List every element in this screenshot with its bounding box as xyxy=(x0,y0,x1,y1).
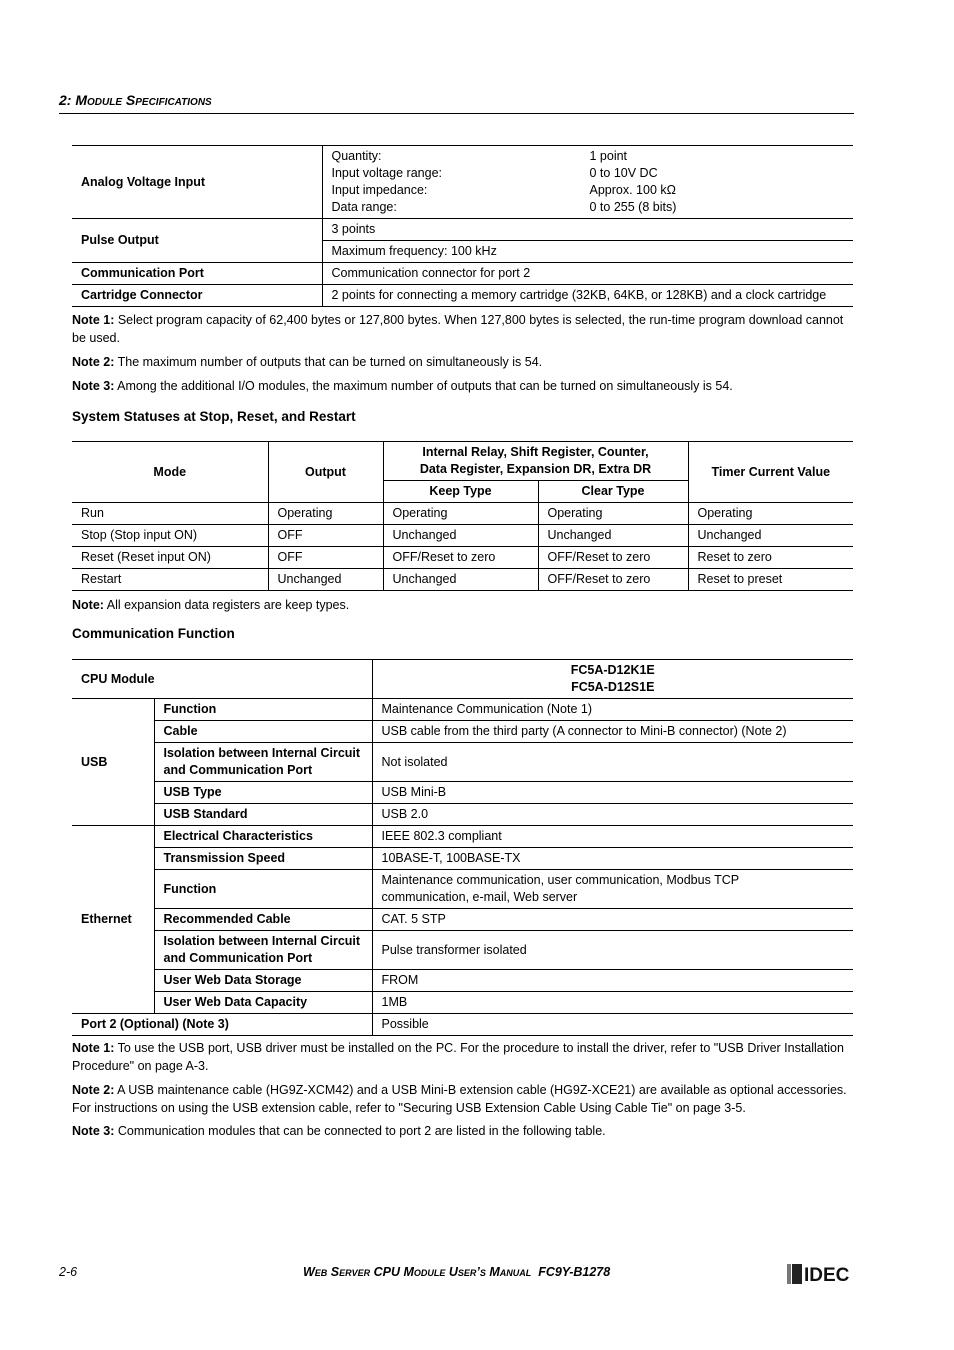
cell: Unchanged xyxy=(688,525,853,547)
logo-bar xyxy=(787,1264,791,1284)
row-label: USB Type xyxy=(154,782,372,804)
row-label: Function xyxy=(154,699,372,721)
cell: OFF/Reset to zero xyxy=(538,569,688,591)
analog-values xyxy=(322,146,853,219)
label-line: and Communication Port xyxy=(163,763,313,777)
cell: 1MB xyxy=(372,992,853,1014)
note xyxy=(72,311,854,347)
group-label: Ethernet xyxy=(72,826,154,1014)
row-label xyxy=(154,743,372,782)
cell: USB 2.0 xyxy=(372,804,853,826)
cell: Maintenance Communication (Note 1) xyxy=(372,699,853,721)
row-label: User Web Data Capacity xyxy=(154,992,372,1014)
row-label: CPU Module xyxy=(72,660,372,699)
note xyxy=(72,1081,854,1117)
cell: Operating xyxy=(383,503,538,525)
cell: OFF/Reset to zero xyxy=(538,547,688,569)
row-label: Port 2 (Optional) (Note 3) xyxy=(72,1014,372,1036)
note-label: Note 1: xyxy=(72,313,115,327)
cell: 2 points for connecting a memory cartridge (32KB, 64KB, or 128KB) and a clock cartridge xyxy=(322,285,853,307)
cell: 3 points xyxy=(322,219,853,241)
cell: IEEE 802.3 compliant xyxy=(372,826,853,848)
cell-line: Maintenance communication, user communication, Modbus TCP xyxy=(381,873,740,887)
chapter-number: 2: xyxy=(59,92,72,108)
spec-value: 0 to 255 (8 bits) xyxy=(589,200,677,214)
footer-manual-title xyxy=(303,1265,610,1279)
row-label: Function xyxy=(154,870,372,909)
table-row xyxy=(72,660,853,699)
row-label: Cable xyxy=(154,721,372,743)
spec-value: 0 to 10V DC xyxy=(589,166,658,180)
note-label: Note 1: xyxy=(72,1041,115,1055)
table-row xyxy=(72,525,853,547)
communication-function-table xyxy=(72,659,853,1036)
cell: Reset to zero xyxy=(688,547,853,569)
table-row xyxy=(72,931,853,970)
spec-key: Data range: xyxy=(331,200,397,214)
cell-line: communication, e-mail, Web server xyxy=(381,890,578,904)
table-row xyxy=(72,1014,853,1036)
cell xyxy=(372,870,853,909)
cell: Maximum frequency: 100 kHz xyxy=(322,241,853,263)
note xyxy=(72,377,854,395)
column-header: Timer Current Value xyxy=(688,442,853,503)
idec-logo xyxy=(787,1263,855,1285)
table-row xyxy=(72,569,853,591)
table-row xyxy=(72,909,853,931)
cell: Pulse transformer isolated xyxy=(372,931,853,970)
column-header: Output xyxy=(268,442,383,503)
note-label: Note 2: xyxy=(72,1083,115,1097)
cell: CAT. 5 STP xyxy=(372,909,853,931)
note-label: Note 3: xyxy=(72,1124,115,1138)
spec-value: Approx. 100 kΩ xyxy=(589,183,676,197)
cell: Unchanged xyxy=(383,569,538,591)
label-line: and Communication Port xyxy=(163,951,313,965)
row-label xyxy=(154,931,372,970)
note-text: The maximum number of outputs that can be turned on simultaneously is 54. xyxy=(114,355,543,369)
table-row xyxy=(72,503,853,525)
logo-block xyxy=(792,1264,802,1284)
manual-code: FC9Y-B1278 xyxy=(538,1265,611,1279)
table-row xyxy=(72,721,853,743)
table-row xyxy=(72,547,853,569)
table-row xyxy=(72,970,853,992)
cell: Stop (Stop input ON) xyxy=(72,525,268,547)
table-row xyxy=(72,699,853,721)
logo-text: IDEC xyxy=(804,1265,850,1285)
table-header-row xyxy=(72,442,853,481)
cell: Operating xyxy=(268,503,383,525)
table-row xyxy=(72,992,853,1014)
note-text: To use the USB port, USB driver must be installed on the PC. For the procedure to install the driver, refer to "USB Driver Installation Procedure" on page A-3. xyxy=(72,1041,844,1073)
row-label: Pulse Output xyxy=(72,219,322,263)
column-header: Clear Type xyxy=(538,481,688,503)
cell: Reset to preset xyxy=(688,569,853,591)
cpu-model: FC5A-D12K1E xyxy=(570,663,655,677)
table-row xyxy=(72,826,853,848)
note xyxy=(72,596,854,614)
page-header xyxy=(59,92,854,114)
cell: Communication connector for port 2 xyxy=(322,263,853,285)
section-title: Communication Function xyxy=(72,626,235,641)
row-label: USB Standard xyxy=(154,804,372,826)
spec-key: Quantity: xyxy=(331,149,382,163)
column-header-group xyxy=(383,442,688,481)
header-line: Data Register, Expansion DR, Extra DR xyxy=(419,462,652,476)
table-row xyxy=(72,146,853,219)
label-line: Isolation between Internal Circuit xyxy=(163,934,361,948)
column-header: Mode xyxy=(72,442,268,503)
cell: Run xyxy=(72,503,268,525)
cell: Not isolated xyxy=(372,743,853,782)
group-label: USB xyxy=(72,699,154,826)
note-text: Select program capacity of 62,400 bytes or 127,800 bytes. When 127,800 bytes is selected, the run-time program download cannot be used. xyxy=(72,313,844,345)
row-label: Communication Port xyxy=(72,263,322,285)
cell: FROM xyxy=(372,970,853,992)
cell: OFF xyxy=(268,525,383,547)
note-label: Note 3: xyxy=(72,379,115,393)
page-number: 2-6 xyxy=(59,1265,78,1279)
cell: Operating xyxy=(538,503,688,525)
cell: Operating xyxy=(688,503,853,525)
module-spec-table xyxy=(72,145,853,307)
table-row xyxy=(72,263,853,285)
note xyxy=(72,1122,854,1140)
table-row xyxy=(72,848,853,870)
spec-key: Input voltage range: xyxy=(331,166,442,180)
note-text: A USB maintenance cable (HG9Z-XCM42) and a USB Mini-B extension cable (HG9Z-XCE21) are available as optional accessories. For instructions on using the USB extension cable, refer to "Securing USB Extension Cable Using Cable Tie" on page 3-5. xyxy=(72,1083,847,1115)
row-label: User Web Data Storage xyxy=(154,970,372,992)
cell: USB Mini-B xyxy=(372,782,853,804)
row-label: Electrical Characteristics xyxy=(154,826,372,848)
cell: Unchanged xyxy=(268,569,383,591)
cell: OFF/Reset to zero xyxy=(383,547,538,569)
cell: Unchanged xyxy=(538,525,688,547)
cell: OFF xyxy=(268,547,383,569)
column-header: Keep Type xyxy=(383,481,538,503)
cell: 10BASE-T, 100BASE-TX xyxy=(372,848,853,870)
cpu-models xyxy=(372,660,853,699)
table-row xyxy=(72,782,853,804)
cell: Unchanged xyxy=(383,525,538,547)
section-title: System Statuses at Stop, Reset, and Restart xyxy=(72,409,356,424)
row-label: Recommended Cable xyxy=(154,909,372,931)
row-label: Analog Voltage Input xyxy=(72,146,322,219)
note-text: Among the additional I/O modules, the maximum number of outputs that can be turned on simultaneously is 54. xyxy=(114,379,733,393)
table-row xyxy=(72,219,853,241)
manual-title: Web Server CPU Module User’s Manual xyxy=(303,1265,532,1279)
table-row xyxy=(72,285,853,307)
note-text: Communication modules that can be connected to port 2 are listed in the following table. xyxy=(114,1124,606,1138)
note-label: Note 2: xyxy=(72,355,115,369)
row-label: Cartridge Connector xyxy=(72,285,322,307)
note xyxy=(72,1039,854,1075)
cell: Reset (Reset input ON) xyxy=(72,547,268,569)
row-label: Transmission Speed xyxy=(154,848,372,870)
system-status-table xyxy=(72,441,853,591)
spec-key: Input impedance: xyxy=(331,183,428,197)
cell: Restart xyxy=(72,569,268,591)
table-row xyxy=(72,743,853,782)
chapter-title: Module Specifications xyxy=(75,92,212,108)
header-line: Internal Relay, Shift Register, Counter, xyxy=(422,445,649,459)
cpu-model: FC5A-D12S1E xyxy=(571,680,655,694)
cell: Possible xyxy=(372,1014,853,1036)
table-row xyxy=(72,804,853,826)
label-line: Isolation between Internal Circuit xyxy=(163,746,361,760)
spec-value: 1 point xyxy=(589,149,628,163)
cell: USB cable from the third party (A connector to Mini-B connector) (Note 2) xyxy=(372,721,853,743)
table-row xyxy=(72,870,853,909)
note-label: Note: xyxy=(72,598,104,612)
note xyxy=(72,353,854,371)
note-text: All expansion data registers are keep types. xyxy=(103,598,350,612)
